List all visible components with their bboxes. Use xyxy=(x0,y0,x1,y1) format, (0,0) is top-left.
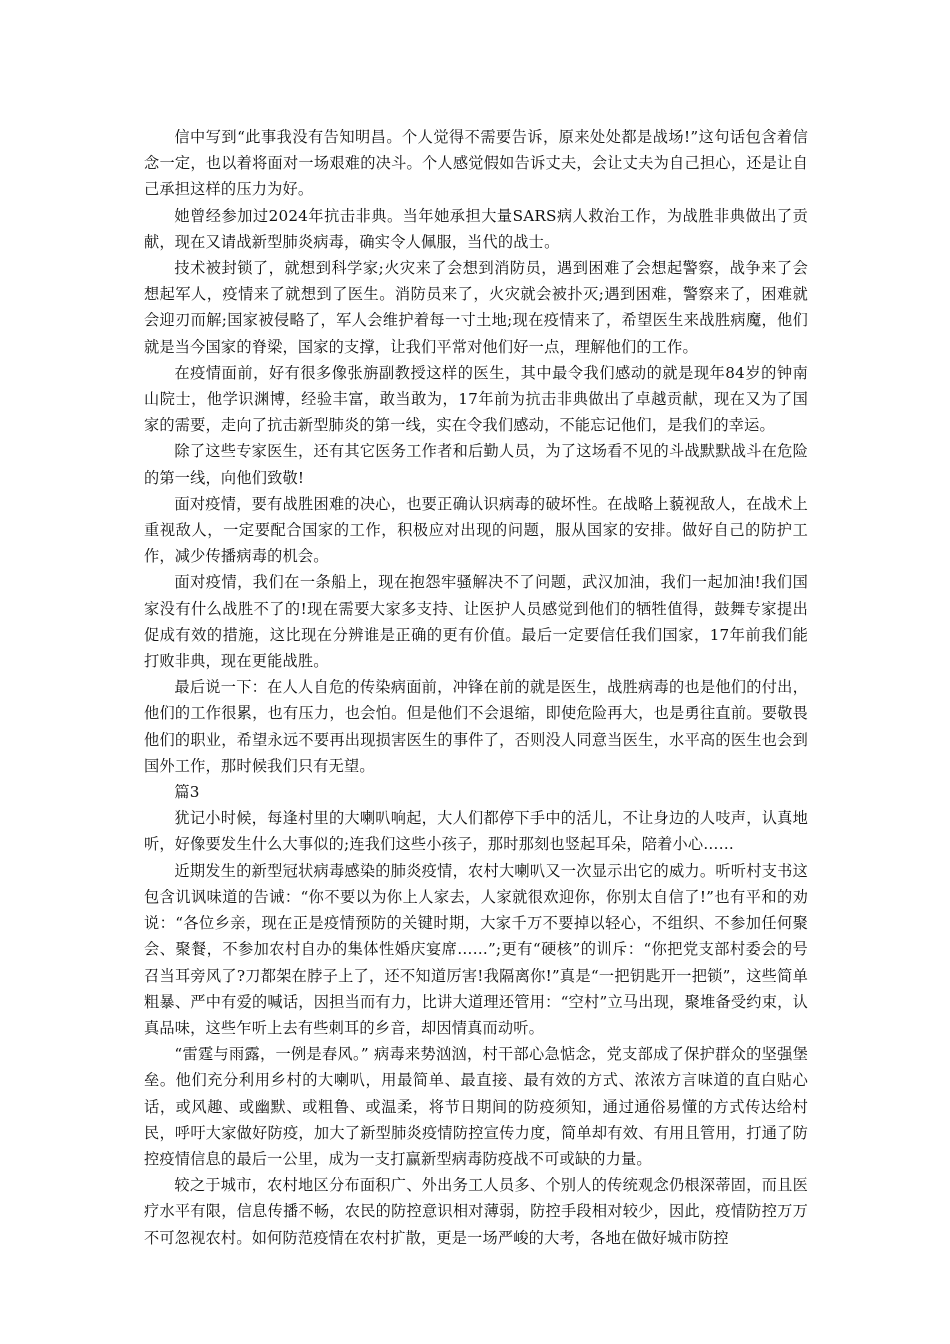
paragraph: 除了这些专家医生，还有其它医务工作者和后勤人员，为了这场看不见的斗战默默战斗在危险的第一线，向他们致敬! xyxy=(144,442,808,487)
paragraph: 最后说一下：在人人自危的传染病面前，冲锋在前的就是医生，战胜病毒的也是他们的付出，他们的工作很累，也有压力，也会怕。但是他们不会退缩，即使危险再大，也是勇往直前。要敬畏他们的职业，希望永远不要再出现损害医生的事件了，否则没人同意当医生，水平高的医生也会到国外工作，那时候我们只有无望。 xyxy=(144,678,808,775)
paragraph: 技术被封锁了，就想到科学家;火灾来了会想到消防员，遇到困难了会想起警察，战争来了会想起军人，疫情来了就想到了医生。消防员来了，火灾就会被扑灭;遇到困难，警察来了，困难就会迎刃而解;国家被侵略了，军人会维护着每一寸土地;现在疫情来了，希望医生来战胜病魔，他们就是当今国家的脊梁，国家的支撑，让我们平常对他们好一点，理解他们的工作。 xyxy=(144,259,808,356)
paragraph: “雷霆与雨露，一例是春风。” 病毒来势汹汹，村干部心急惦念，党支部成了保护群众的坚强堡垒。他们充分利用乡村的大喇叭，用最简单、最直接、最有效的方式、浓浓方言味道的直白贴心话，或风趣、或幽默、或粗鲁、或温柔，将节日期间的防疫须知，通过通俗易懂的方式传达给村民，呼吁大家做好防疫，加大了新型肺炎疫情防控宣传力度，简单却有效、有用且管用，打通了防控疫情信息的最后一公里，成为一支打赢新型病毒防疫战不可或缺的力量。 xyxy=(144,1045,808,1168)
document-body xyxy=(144,124,808,1251)
paragraph: 近期发生的新型冠状病毒感染的肺炎疫情，农村大喇叭又一次显示出它的威力。听听村支书这包含讥讽味道的告诫：“你不要以为你上人家去，人家就很欢迎你，你别太自信了!”也有平和的劝说：“各位乡亲，现在正是疫情预防的关键时期，大家千万不要掉以轻心，不组织、不参加任何聚会、聚餐，不参加农村自办的集体性婚庆宴席……”;更有“硬核”的训斥：“你把党支部村委会的号召当耳旁风了?刀都架在脖子上了，还不知道厉害!我隔离你!”真是“一把钥匙开一把锁”，这些简单粗暴、严中有爱的喊话，因担当而有力，比讲大道理还管用：“空村”立马出现，聚堆备受约束，认真品味，这些乍听上去有些刺耳的乡音，却因情真而动听。 xyxy=(144,861,808,1037)
paragraph: 较之于城市，农村地区分布面积广、外出务工人员多、个别人的传统观念仍根深蒂固，而且医疗水平有限，信息传播不畅，农民的防控意识相对薄弱，防控手段相对较少，因此，疫情防控万万不可忽视农村。如何防范疫情在农村扩散，更是一场严峻的大考，各地在做好城市防控 xyxy=(144,1176,808,1247)
section-heading: 篇3 xyxy=(174,783,200,802)
paragraph: 面对疫情，要有战胜困难的决心，也要正确认识病毒的破坏性。在战略上藐视敌人，在战术上重视敌人，一定要配合国家的工作，积极应对出现的问题，服从国家的安排。做好自己的防护工作，减少传播病毒的机会。 xyxy=(144,494,808,566)
paragraph: 面对疫情，我们在一条船上，现在抱怨牢骚解决不了问题，武汉加油，我们一起加油!我们国家没有什么战胜不了的!现在需要大家多支持、让医护人员感觉到他们的牺牲值得，鼓舞专家提出促成有效的措施，这比现在分辨谁是正确的更有价值。最后一定要信任我们国家，17年前我们能打败非典，现在更能战胜。 xyxy=(144,573,808,671)
paragraph: 她曾经参加过2024年抗击非典。当年她承担大量SARS病人救治工作，为战胜非典做出了贡献，现在又请战新型肺炎病毒，确实令人佩服，当代的战士。 xyxy=(144,206,808,251)
paragraph: 犹记小时候，每逢村里的大喇叭响起，大人们都停下手中的活儿，不让身边的人吱声，认真地听，好像要发生什么大事似的;连我们这些小孩子，那时那刻也竖起耳朵，陪着小心…… xyxy=(144,809,808,854)
paragraph: 在疫情面前，好有很多像张旃副教授这样的医生，其中最令我们感动的就是现年84岁的钟南山院士，他学识渊博，经验丰富，敢当敢为，17年前为抗击非典做出了卓越贡献，现在又为了国家的需要，走向了抗击新型肺炎的第一线，实在令我们感动，不能忘记他们，是我们的幸运。 xyxy=(144,363,808,435)
paragraph: 信中写到“此事我没有告知明昌。个人觉得不需要告诉，原来处处都是战场!”这句话包含着信念一定，也以着将面对一场艰难的决斗。个人感觉假如告诉丈夫，会让丈夫为自己担心，还是让自己承担这样的压力为好。 xyxy=(144,128,808,199)
